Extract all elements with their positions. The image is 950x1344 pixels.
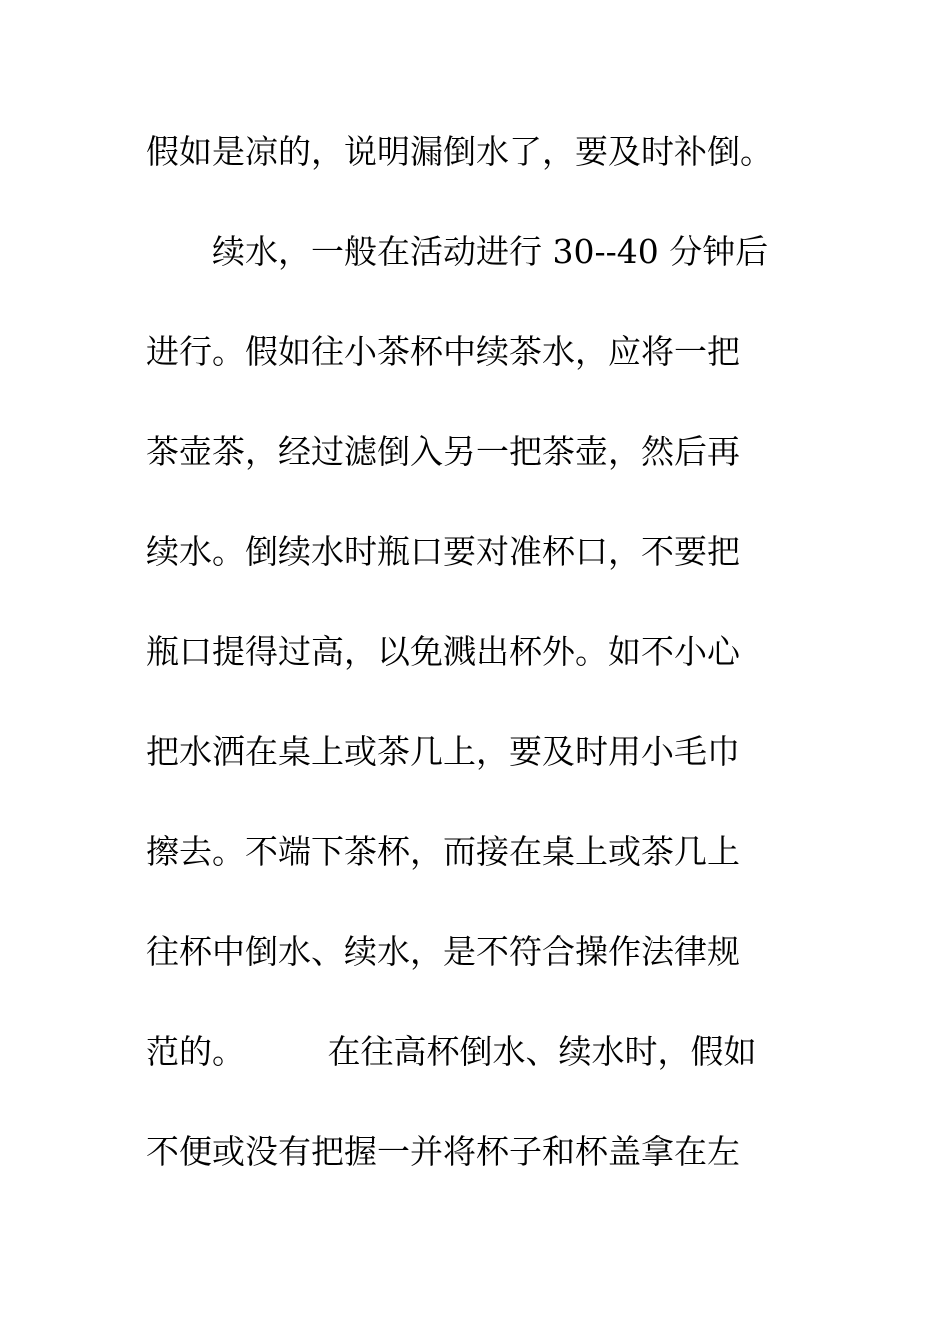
text-line-9: 往杯中倒水、续水，是不符合操作法律规 — [146, 932, 740, 971]
text-line-4: 茶壶茶，经过滤倒入另一把茶壶，然后再 — [146, 432, 740, 471]
text-line-7: 把水洒在桌上或茶几上，要及时用小毛巾 — [146, 732, 740, 771]
text-line-5: 续水。倒续水时瓶口要对准杯口，不要把 — [146, 532, 740, 571]
text-line-1: 假如是凉的，说明漏倒水了，要及时补倒。 — [146, 132, 773, 171]
text-line-8: 擦去。不端下茶杯，而接在桌上或茶几上 — [146, 832, 740, 871]
text-line-3: 进行。假如往小茶杯中续茶水，应将一把 — [146, 332, 740, 371]
text-line-11: 不便或没有把握一并将杯子和杯盖拿在左 — [146, 1132, 740, 1171]
text-line-6: 瓶口提得过高，以免溅出杯外。如不小心 — [146, 632, 740, 671]
text-line-2: 续水，一般在活动进行 30--40 分钟后 — [146, 232, 769, 271]
text-line-10: 范的。 在往高杯倒水、续水时，假如 — [146, 1032, 757, 1071]
